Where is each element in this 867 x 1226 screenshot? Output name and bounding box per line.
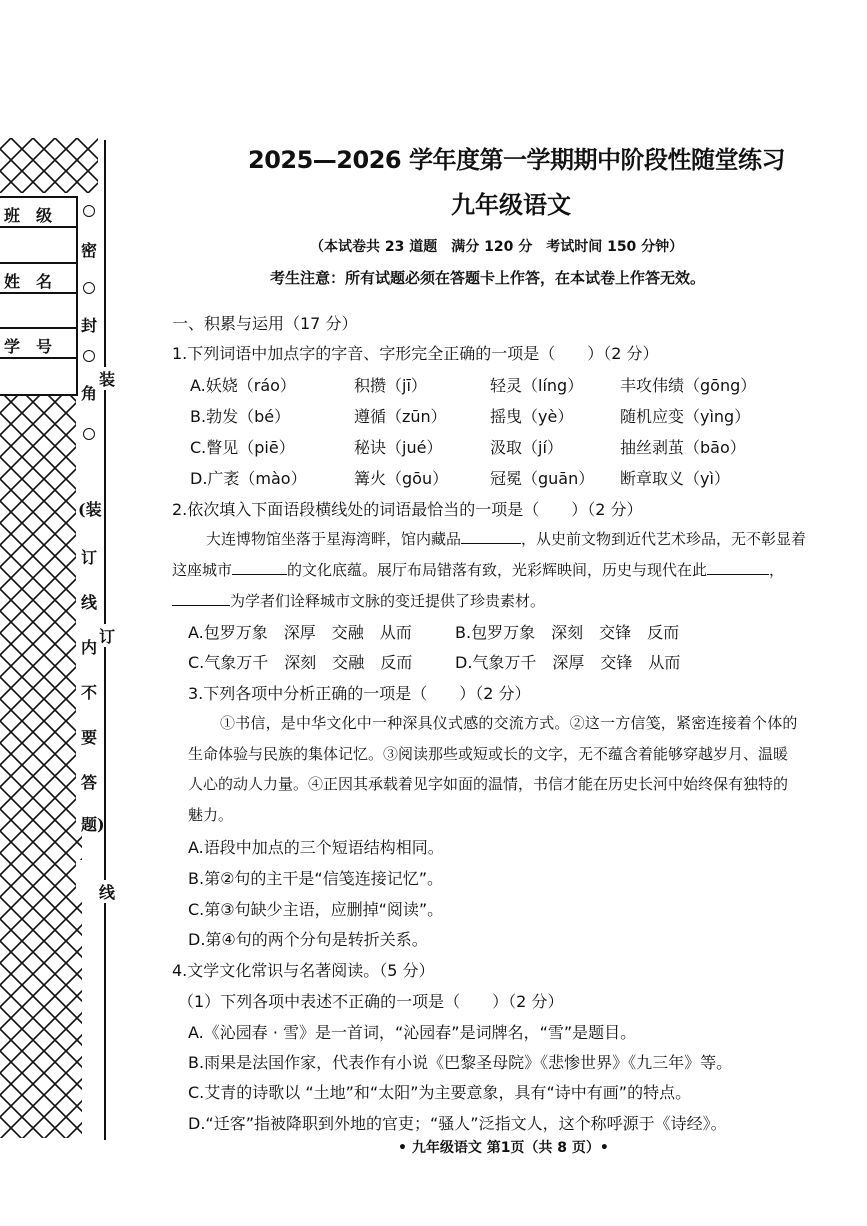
page-footer: • 九年级语文 第1页（共 8 页）• — [398, 1140, 609, 1156]
field-divider — [0, 359, 78, 396]
name-field: 姓 名 — [0, 262, 78, 294]
binding-char-zhuang: 装 — [99, 367, 115, 390]
field-divider — [0, 228, 78, 262]
q3-passage-line-3: 人心的动人力量。④正因其承载着见字如面的温情，书信才能在历史长河中始终保有独特的 — [188, 775, 789, 793]
q2-blank-4 — [172, 591, 230, 606]
q3-option-c: C.第③句缺少主语，应删掉“阅读”。 — [188, 900, 444, 919]
q3-passage-line-1: ①书信，是中华文化中一种深具仪式感的交流方式。②这一方信笺，紧密连接着个体的 — [220, 714, 798, 732]
q3-option-d: D.第④句的两个分句是转折关系。 — [188, 930, 428, 949]
seal-circle — [83, 282, 95, 294]
q2-blank-3 — [707, 560, 769, 575]
q2-option-a: A.包罗万象 深厚 交融 从而 — [188, 623, 412, 642]
q1-b-2: 遵循（zūn） — [354, 407, 447, 426]
q2-passage-line-3 — [172, 590, 545, 611]
page-title: 2025—2026 学年度第一学期期中阶段性随堂练习 — [248, 146, 785, 174]
q2-option-d: D.气象万千 深厚 交锋 从而 — [455, 653, 681, 672]
no-answer-char: 不 — [81, 683, 98, 702]
q1-d-3: 冠冕（guān） — [490, 469, 595, 488]
q3-passage-line-2: 生命体验与民族的集体记忆。③阅读那些或短或长的文字，无不蕴含着能够穿越岁月、温暖 — [188, 745, 789, 763]
q4-option-d: D.“迁客”指被降职到外地的官吏；“骚人”泛指文人，这个称呼源于《诗经》。 — [188, 1114, 727, 1133]
q2-blank-2 — [232, 560, 287, 575]
no-answer-char: 订 — [81, 548, 98, 567]
q1-d-1: D.广袤（mào） — [190, 469, 307, 488]
q2-text: ，从史前文物到近代艺术珍品，无不彰显着 — [521, 530, 807, 548]
q3-passage-line-4: 魅力。 — [188, 806, 234, 824]
question-3-stem: 3.下列各项中分析正确的一项是（ ）（2 分） — [188, 684, 531, 703]
question-4-1-stem: （1）下列各项中表述不正确的一项是（ ）（2 分） — [178, 992, 564, 1011]
no-answer-char: 题) — [81, 815, 105, 834]
q4-option-a: A.《沁园春 · 雪》是一首词，“沁园春”是词牌名，“雪”是题目。 — [188, 1023, 637, 1042]
seal-circle — [83, 350, 95, 362]
q1-c-3: 汲取（jí） — [490, 438, 563, 457]
q1-b-3: 摇曳（yè） — [490, 407, 574, 426]
q2-text: 的文化底蕴。展厅布局错落有致，光彩辉映间，历史与现代在此 — [287, 561, 708, 579]
q1-c-1: C.瞥见（piē） — [190, 438, 295, 457]
q1-a-2: 积攒（jī） — [354, 376, 427, 395]
q1-d-4: 断章取义（yì） — [620, 469, 730, 488]
binding-char-xian: 线 — [99, 880, 115, 903]
seal-circle — [83, 205, 95, 217]
question-4-stem: 4.文学文化常识与名著阅读。（5 分） — [172, 961, 435, 980]
exam-notice: 考生注意：所有试题必须在答题卡上作答，在本试卷上作答无效。 — [270, 269, 706, 287]
q2-option-b: B.包罗万象 深刻 交锋 反而 — [455, 623, 680, 642]
q2-passage-line-1 — [206, 528, 806, 549]
student-id-field: 学 号 — [0, 327, 78, 359]
seal-char-jiao: 角 — [81, 384, 98, 403]
q2-text: 这座城市 — [172, 561, 233, 579]
question-2-stem: 2.依次填入下面语段横线处的词语最恰当的一项是（ ）（2 分） — [172, 500, 643, 519]
q3-option-b: B.第②句的主干是“信笺连接记忆”。 — [188, 869, 443, 888]
no-answer-char: 要 — [81, 728, 98, 747]
no-answer-char: (装 — [78, 500, 102, 519]
q1-c-2: 秘诀（jué） — [354, 438, 443, 457]
binding-char-ding: 订 — [99, 624, 115, 647]
seal-circle — [83, 428, 95, 440]
q1-b-4: 随机应变（yìng） — [620, 407, 751, 426]
exam-info: （本试卷共 23 道题 满分 120 分 考试时间 150 分钟） — [310, 239, 684, 255]
seal-char-mi: 密 — [81, 241, 98, 260]
q1-a-4: 丰攻伟绩（gōng） — [620, 376, 757, 395]
q2-text: 大连博物馆坐落于星海湾畔，馆内藏品 — [206, 530, 462, 548]
no-answer-char: 内 — [81, 638, 98, 657]
field-divider — [0, 294, 78, 327]
q2-text: ， — [769, 561, 785, 579]
class-field: 班 级 — [0, 196, 78, 228]
q4-option-b: B.雨果是法国作家，代表作有小说《巴黎圣母院》《悲惨世界》《九三年》等。 — [188, 1053, 733, 1072]
q1-a-3: 轻灵（líng） — [490, 376, 584, 395]
no-answer-char: 答 — [81, 773, 98, 792]
q2-blank-1 — [461, 529, 521, 544]
seal-char-feng: 封 — [81, 316, 98, 335]
q3-option-a: A.语段中加点的三个短语结构相同。 — [188, 838, 444, 857]
q1-b-1: B.勃发（bé） — [190, 407, 291, 426]
q1-c-4: 抽丝剥茧（bāo） — [620, 438, 746, 457]
no-answer-char: 线 — [81, 593, 98, 612]
section-title: 一、积累与运用（17 分） — [172, 314, 358, 333]
q4-option-c: C.艾青的诗歌以 “土地”和“太阳”为主要意象，具有“诗中有画”的特点。 — [188, 1083, 692, 1102]
q2-option-c: C.气象万千 深刻 交融 反而 — [188, 653, 413, 672]
question-1-stem: 1.下列词语中加点字的字音、字形完全正确的一项是（ ）（2 分） — [172, 344, 659, 363]
q2-text: 为学者们诠释城市文脉的变迁提供了珍贵素材。 — [230, 592, 546, 610]
page-subtitle: 九年级语文 — [451, 191, 571, 219]
q1-d-2: 篝火（gōu） — [354, 469, 449, 488]
q2-passage-line-2 — [172, 559, 784, 580]
q1-a-1: A.妖娆（ráo） — [190, 376, 296, 395]
